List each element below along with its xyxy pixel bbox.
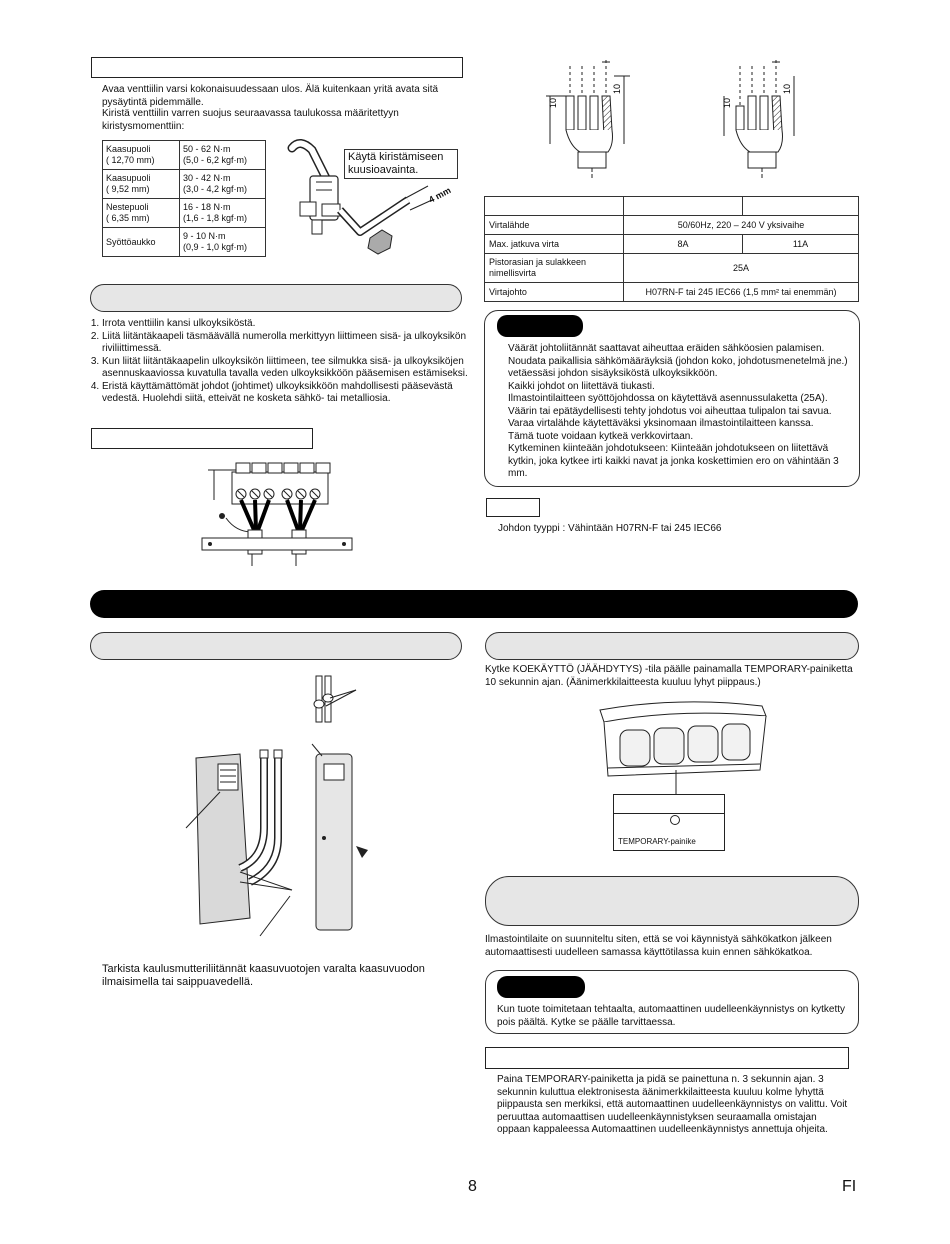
list-item: 2. Liitä liitäntäkaapeli täsmäävällä numerolla merkittyyn liittimeen sisä- ja ulkoyksikön riviliittimessä. [102,331,482,356]
table-row [485,197,859,216]
torque-part: Syöttöaukko [106,236,156,247]
torque-kgf: (0,9 - 1,0 kgf·m) [183,242,248,252]
spec-label: Max. jatkuva virta [485,235,624,254]
note-heading-box [486,498,540,517]
strip-dim-left-2: 10 [722,97,732,108]
gas-leak-heading-pill [90,632,462,660]
torque-size: ( 12,70 mm) [106,155,155,165]
spec-value: 8A [624,235,743,254]
torque-kgf: (1,6 - 1,8 kgf·m) [183,213,248,223]
closeup-indicator-lamps: TEMPORARY-painike [618,837,696,846]
wiring-steps [88,318,482,406]
table-row [103,170,266,199]
warning-line: Kytkeminen kiinteään johdotukseen: Kiinteään johdotukseen on liitettävä kytkin, joka kytkee irti kaikki navat ja jonka koskettimien ero on vähintään 3 mm. [508,443,839,479]
auto-restart-subheading-box [485,1047,849,1069]
test-run-heading-pill [485,632,859,660]
table-row [103,228,266,257]
table-row [485,216,859,235]
warning-text [508,343,850,481]
wrench-label-box [344,149,458,179]
torque-part: Kaasupuoli [106,173,151,183]
warning-line: Varaa virtalähde käytettäväksi yksinomaan ilmastointilaitteen kanssa. [508,418,814,429]
torque-part: Nestepuoli [106,202,149,212]
list-item: 1. Irrota venttiilin kansi ulkoyksiköstä. [102,318,482,331]
spec-label: Virtalähde [485,216,624,235]
terminal-box-heading-box [91,428,313,449]
warning-line: Väärin tai epätäydellisesti tehty johdotus voi aiheuttaa tulipalon tai savua. [508,405,832,417]
strip-dim-right-2: 10 [782,83,792,94]
auto-restart-info-text: Kun tuote toimitetaan tehtaalta, automaattinen uudelleenkäynnistys on kytketty pois päältä. Kytke se päälle tarvittaessa. [497,1004,845,1028]
table-row [485,254,859,283]
page-number: 8 [468,1178,477,1195]
section-banner [90,590,858,618]
torque-kgf: (3,0 - 4,2 kgf·m) [183,184,248,194]
temporary-button-closeup [613,794,725,851]
valve-section-heading-box [91,57,463,78]
warning-line: Tämä tuote voidaan kytkeä verkkovirtaan. [508,430,694,442]
wrench-size-label: 4 mm [427,185,453,205]
spec-value: H07RN-F tai 245 IEC66 (1,5 mm² tai enemmän) [624,283,859,302]
auto-restart-sub-text: Paina TEMPORARY-painiketta ja pidä se painettuna n. 3 sekunnin ajan. 3 sekunnin kuluttua elektronisesta äänimerkkilaitteesta kuuluu kolme lyhyttä piippausta sen merkiksi, että automaattinen uudelleenkäynnistys on valittu. Voit peruuttaa automaattisen uudelleenkäynnistyksen seuraamalla omistajan oppaan kappaleessa Automaattinen uudelleenkäynnistys annettuja ohjeita. [497,1074,848,1135]
torque-nm: 50 - 62 N·m [183,144,231,154]
table-row [485,283,859,302]
terminal-block-diagram [196,458,356,568]
spec-value: 50/60Hz, 220 – 240 V yksivaihe [624,216,859,235]
warning-line: Väärät johtoliitännät saattavat aiheuttaa eräiden sähköosien palamisen. [508,343,825,354]
spec-label: Pistorasian ja sulakkeen nimellisvirta [485,254,624,283]
closeup-panel-edge [614,813,724,814]
note-text: Johdon tyyppi : Vähintään H07RN-F tai 245 IEC66 [498,523,722,534]
torque-size: ( 6,35 mm) [106,213,150,223]
list-item: 4. Eristä käyttämättömät johdot (johtimet) ulkoyksikköön mahdollisesti pääsevästä vedestä. Huolehdi siitä, etteivät ne kosketa sähkö- tai metalliosia. [102,381,482,406]
spec-table-wrap [484,196,859,302]
spec-table [484,196,859,302]
torque-part: Kaasupuoli [106,144,151,154]
spec-header-cell [624,197,743,216]
test-run-text: Kytke KOEKÄYTTÖ (JÄÄHDYTYS) -tila päälle painamalla TEMPORARY-painiketta 10 sekunnin ajan. (Äänimerkkilaitteesta kuuluu lyhyt piippaus.) [485,664,853,688]
wiring-section-heading-pill [90,284,462,312]
warning-line: Noudata paikallisia sähkömääräyksiä (johdon koko, johdotusmenetelmä jne.) vetäessäsi johdon sisäyksiköstä ulkoyksikköön. [508,355,848,379]
language-code: FI [842,1178,857,1195]
spec-value: 25A [624,254,859,283]
spec-header-cell [743,197,859,216]
strip-dim-right: 10 [612,83,622,94]
table-row [103,141,266,170]
warning-line: Kaikki johdot on liitettävä tiukasti. [508,380,655,392]
wire-stripping-diagram [540,56,860,181]
table-row [485,235,859,254]
spec-label: Virtajohto [485,283,624,302]
valve-text-2: Kiristä venttiilin varren suojus seuraavassa taulukossa määritettyyn kiristysmomenttiin: [102,108,399,132]
warning-line: Ilmastointilaitteen syöttöjohdossa on käytettävä asennussulaketta (25A). [508,393,828,404]
table-row [103,199,266,228]
torque-nm: 16 - 18 N·m [183,202,231,212]
gas-leak-check-illustration [180,668,380,943]
torque-nm: 9 - 10 N·m [183,231,226,241]
list-item: 3. Kun liität liitäntäkaapelin ulkoyksikön liittimeen, tee silmukka sisä- ja ulkoyksiköjen asennuskaaviossa kuvatulla tavalla veden ulkoyksikköön pääsemisen estämiseksi. [102,356,482,381]
strip-dim-left: 10 [548,97,558,108]
valve-text-1: Avaa venttiilin varsi kokonaisuudessaan ulos. Älä kuitenkaan yritä avata sitä pysäytintä pidemmälle. [102,84,439,108]
torque-table-wrap [102,140,266,257]
wrench-label: Käytä kiristämiseen kuusioavainta. [348,151,444,176]
torque-size: ( 9,52 mm) [106,184,150,194]
gas-leak-text: Tarkista kaulusmutteriliitännät kaasuvuotojen varalta kaasuvuodon ilmaisimella tai saippuavedellä. [102,963,425,988]
auto-restart-info-badge [497,976,585,998]
torque-table [102,140,266,257]
temporary-button-icon[interactable] [670,815,680,825]
torque-nm: 30 - 42 N·m [183,173,231,183]
warning-badge [497,315,583,337]
torque-kgf: (5,0 - 6,2 kgf·m) [183,155,248,165]
spec-value: 11A [743,235,859,254]
spec-header-cell [485,197,624,216]
auto-restart-text: Ilmastointilaite on suunniteltu siten, että se voi käynnistyä sähkökatkon jälkeen automaattisesti uudelleen samassa käyttötilassa kuin ennen sähkökatkoa. [485,934,832,958]
auto-restart-heading-pill [485,876,859,926]
